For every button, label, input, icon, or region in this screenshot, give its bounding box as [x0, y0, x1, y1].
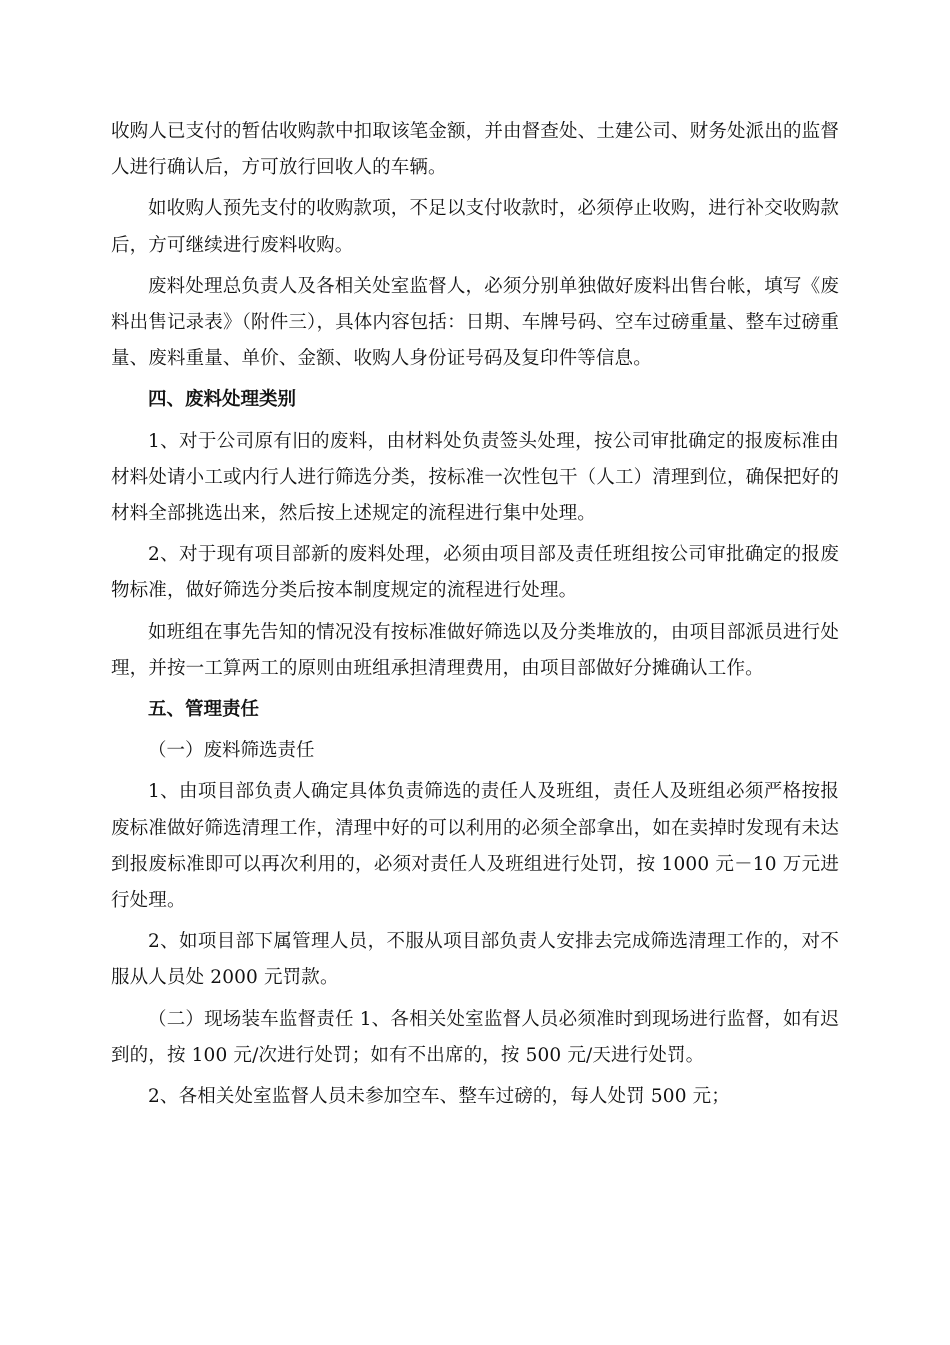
paragraph-responsibility-1: 1、由项目部负责人确定具体负责筛选的责任人及班组，责任人及班组必须严格按报废标准做好筛选清理工作，清理中好的可以利用的必须全部拿出，如在卖掉时发现有未达到报废标准即可以再次利用的，必须对责任人及班组进行处罚，按 1000 元－10 万元进行处理。 — [111, 781, 839, 912]
paragraph-weighing-penalty: 2、各相关处室监督人员未参加空车、整车过磅的，每人处罚 500 元； — [148, 1086, 730, 1108]
subsection-heading-sorting-responsibility: （一）废料筛选责任 — [148, 740, 315, 762]
paragraph-insufficient-payment: 如收购人预先支付的收购款项，不足以支付收款时，必须停止收购，进行补交收购款后，方可继续进行废料收购。 — [111, 198, 839, 256]
paragraph-sales-ledger: 废料处理总负责人及各相关处室监督人，必须分别单独做好废料出售台帐，填写《废料出售记录表》（附件三），具体内容包括：日期、车牌号码、空车过磅重量、整车过磅重量、废料重量、单价、金额、收购人身份证号码及复印件等信息。 — [111, 275, 839, 370]
paragraph-responsibility-2: 2、如项目部下属管理人员，不服从项目部负责人安排去完成筛选清理工作的，对不服从人员处 2000 元罚款。 — [111, 931, 839, 989]
paragraph-loading-supervision: （二）现场装车监督责任 1、各相关处室监督人员必须准时到现场进行监督，如有迟到的，按 100 元/次进行处罚；如有不出席的，按 500 元/天进行处罚。 — [111, 1008, 839, 1066]
paragraph-category-1: 1、对于公司原有旧的废料，由材料处负责签头处理，按公司审批确定的报废标准由材料处请小工或内行人进行筛选分类，按标准一次性包干（人工）清理到位，确保把好的材料全部挑选出来，然后按上述规定的流程进行集中处理。 — [111, 430, 839, 525]
section-heading-waste-categories: 四、废料处理类别 — [148, 389, 297, 411]
paragraph-continuation: 收购人已支付的暂估收购款中扣取该笔金额，并由督查处、土建公司、财务处派出的监督人进行确认后，方可放行回收人的车辆。 — [111, 121, 839, 179]
section-heading-management-responsibility: 五、管理责任 — [148, 699, 260, 721]
paragraph-category-2: 2、对于现有项目部新的废料处理，必须由项目部及责任班组按公司审批确定的报废物标准，做好筛选分类后按本制度规定的流程进行处理。 — [111, 544, 839, 602]
document-body — [111, 114, 839, 1120]
paragraph-team-sorting: 如班组在事先告知的情况没有按标准做好筛选以及分类堆放的，由项目部派员进行处理，并按一工算两工的原则由班组承担清理费用，由项目部做好分摊确认工作。 — [111, 621, 839, 679]
